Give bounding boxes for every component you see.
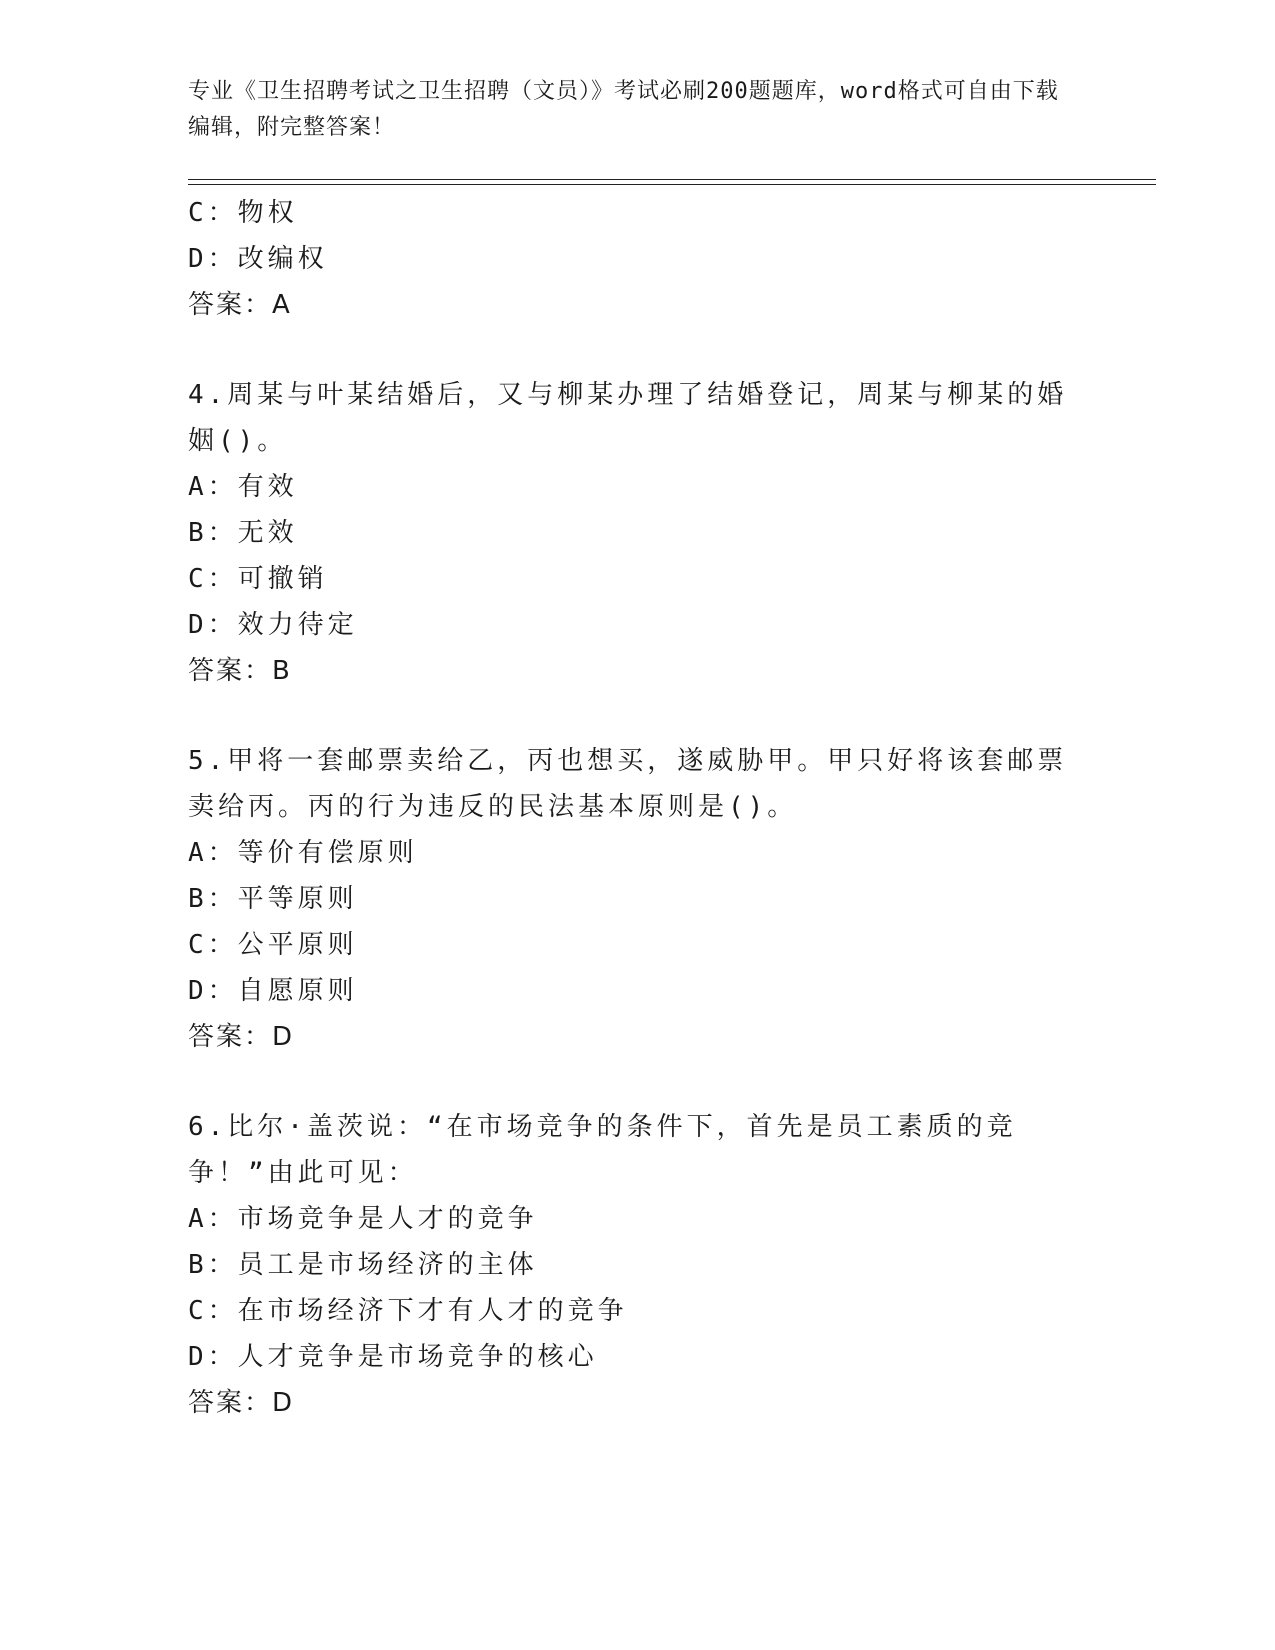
option-d: D：自愿原则 — [188, 976, 358, 1006]
option-c: C：在市场经济下才有人才的竞争 — [188, 1296, 628, 1326]
header-divider-top — [188, 179, 1156, 180]
question-block — [188, 190, 1088, 328]
option-d: D：人才竞争是市场竞争的核心 — [188, 1342, 598, 1372]
option-a: A：有效 — [188, 472, 298, 502]
option-a: A：等价有偿原则 — [188, 838, 418, 868]
option-c: C：公平原则 — [188, 930, 358, 960]
question-text: 5.甲将一套邮票卖给乙，丙也想买，遂威胁甲。甲只好将该套邮票卖给丙。丙的行为违反的民法基本原则是()。 — [188, 746, 1068, 822]
option-d: D：改编权 — [188, 244, 328, 274]
answer: 答案：D — [188, 1388, 295, 1418]
option-b: B：员工是市场经济的主体 — [188, 1250, 538, 1280]
question-text: 6.比尔·盖茨说：“在市场竞争的条件下，首先是员工素质的竞争！”由此可见： — [188, 1112, 1017, 1188]
option-b: B：无效 — [188, 518, 298, 548]
option-c: C：可撤销 — [188, 564, 328, 594]
answer: 答案：D — [188, 1022, 295, 1052]
option-a: A：市场竞争是人才的竞争 — [188, 1204, 538, 1234]
question-block — [188, 372, 1088, 694]
answer: 答案：B — [188, 656, 292, 686]
option-c: C：物权 — [188, 198, 298, 228]
question-block — [188, 1104, 1088, 1426]
question-block — [188, 738, 1088, 1060]
question-text: 4.周某与叶某结婚后，又与柳某办理了结婚登记，周某与柳某的婚姻()。 — [188, 380, 1068, 456]
answer: 答案：A — [188, 290, 292, 320]
document-header: 专业《卫生招聘考试之卫生招聘（文员）》考试必刷200题题库，word格式可自由下载编辑，附完整答案！ — [188, 79, 1059, 140]
option-d: D：效力待定 — [188, 610, 358, 640]
question-list — [188, 190, 1088, 1426]
header-divider-bottom — [188, 184, 1156, 185]
option-b: B：平等原则 — [188, 884, 358, 914]
